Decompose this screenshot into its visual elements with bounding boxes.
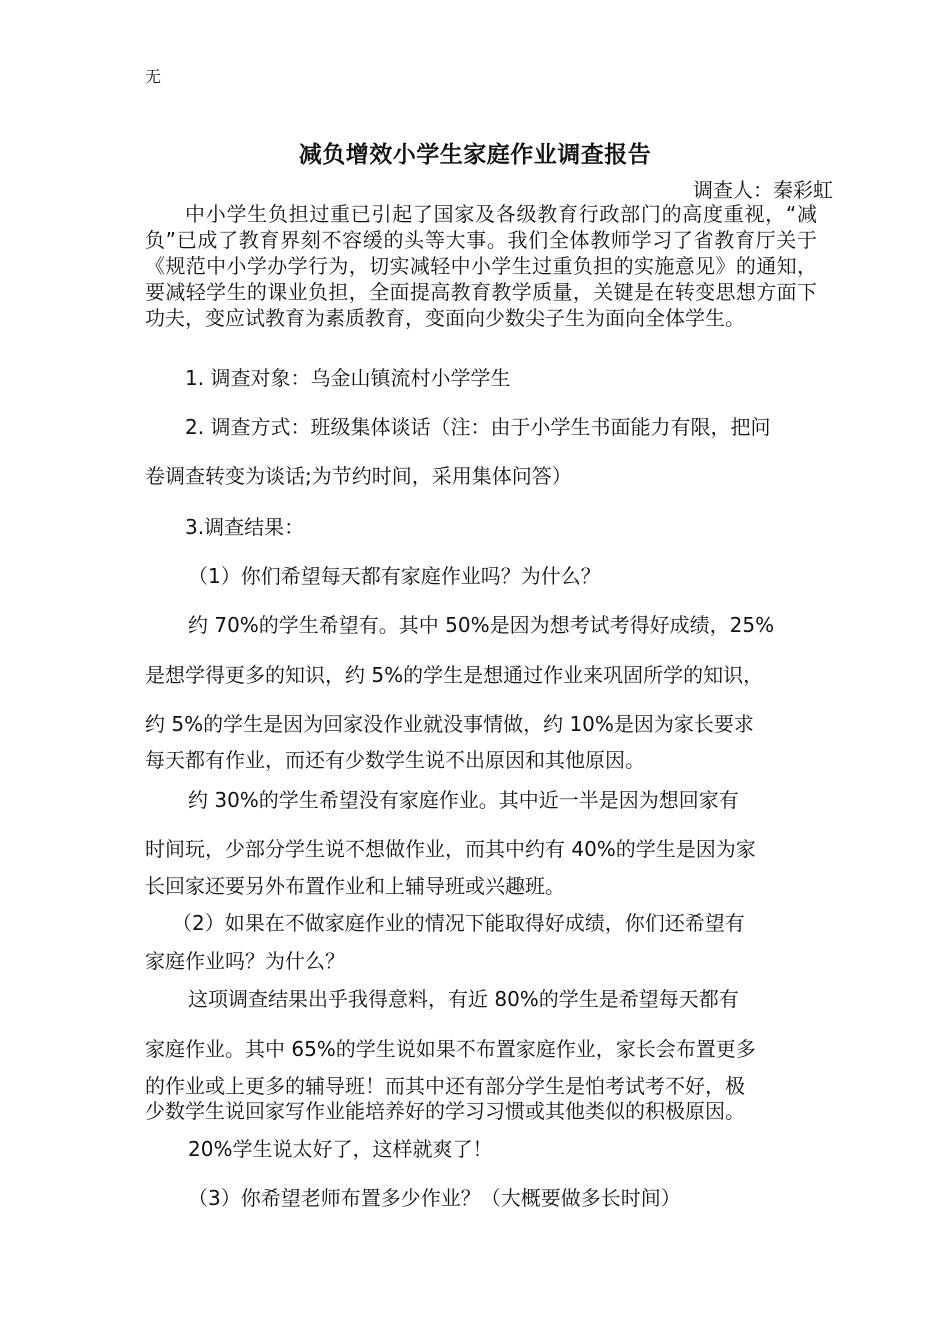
question-2-line-2: 家庭作业吗？为什么？ bbox=[145, 949, 345, 973]
answer-2-line-3: 的作业或上更多的辅导班！而其中还有部分学生是怕考试考不好，极 bbox=[145, 1074, 745, 1098]
answer-1b-line-2: 时间玩，少部分学生说不想做作业，而其中约有 40%的学生是因为家 bbox=[145, 837, 756, 861]
answer-1-line-4: 每天都有作业，而还有少数学生说不出原因和其他原因。 bbox=[145, 748, 645, 772]
answer-2-line-1: 这项调查结果出乎我得意料，有近 80%的学生是希望每天都有 bbox=[188, 987, 739, 1011]
answer-1b-line-3: 长回家还要另外布置作业和上辅导班或兴趣班。 bbox=[145, 874, 565, 898]
answer-1-line-1: 约 70%的学生希望有。其中 50%是因为想考试考得好成绩，25% bbox=[188, 613, 775, 637]
answer-2-line-4: 少数学生说回家写作业能培养好的学习习惯或其他类似的积极原因。 bbox=[145, 1099, 745, 1123]
answer-1-line-3: 约 5%的学生是因为回家没作业就没事情做，约 10%是因为家长要求 bbox=[145, 712, 754, 736]
answer-2-line-2: 家庭作业。其中 65%的学生说如果不布置家庭作业，家长会布置更多 bbox=[145, 1037, 756, 1061]
question-3: （3）你希望老师布置多少作业？（大概要做多长时间） bbox=[188, 1186, 681, 1210]
survey-subject: 1. 调查对象：乌金山镇流村小学学生 bbox=[185, 366, 511, 390]
answer-1-line-2: 是想学得更多的知识，约 5%的学生是想通过作业来巩固所学的知识， bbox=[145, 663, 764, 687]
intro-paragraph: 中小学生负担过重已引起了国家及各级教育行政部门的高度重视，“减负”已成了教育界刻不容缓的头等大事。我们全体教师学习了省教育厅关于《规范中小学办学行为，切实减轻中小学生过重负担的实施意见》的通知，要减轻学生的课业负担，全面提高教育教学质量，关键是在转变思想方面下功夫，变应试教育为素质教育，变面向少数尖子生为面向全体学生。 bbox=[145, 202, 817, 330]
author-line: 调查人：秦彩虹 bbox=[693, 178, 833, 202]
question-2-line-1: （2）如果在不做家庭作业的情况下能取得好成绩，你们还希望有 bbox=[172, 911, 745, 935]
survey-results-heading: 3.调查结果： bbox=[185, 515, 305, 539]
page-title: 减负增效小学生家庭作业调查报告 bbox=[298, 142, 652, 168]
answer-2b: 20%学生说太好了，这样就爽了！ bbox=[188, 1137, 493, 1161]
question-1: （1）你们希望每天都有家庭作业吗？为什么？ bbox=[188, 564, 601, 588]
survey-method-line-2: 卷调查转变为谈话;为节约时间，采用集体问答） bbox=[145, 464, 572, 488]
survey-method-line-1: 2. 调查方式：班级集体谈话（注：由于小学生书面能力有限，把问 bbox=[185, 415, 771, 439]
header-mark: 无 bbox=[145, 67, 162, 86]
answer-1b-line-1: 约 30%的学生希望没有家庭作业。其中近一半是因为想回家有 bbox=[188, 788, 739, 812]
